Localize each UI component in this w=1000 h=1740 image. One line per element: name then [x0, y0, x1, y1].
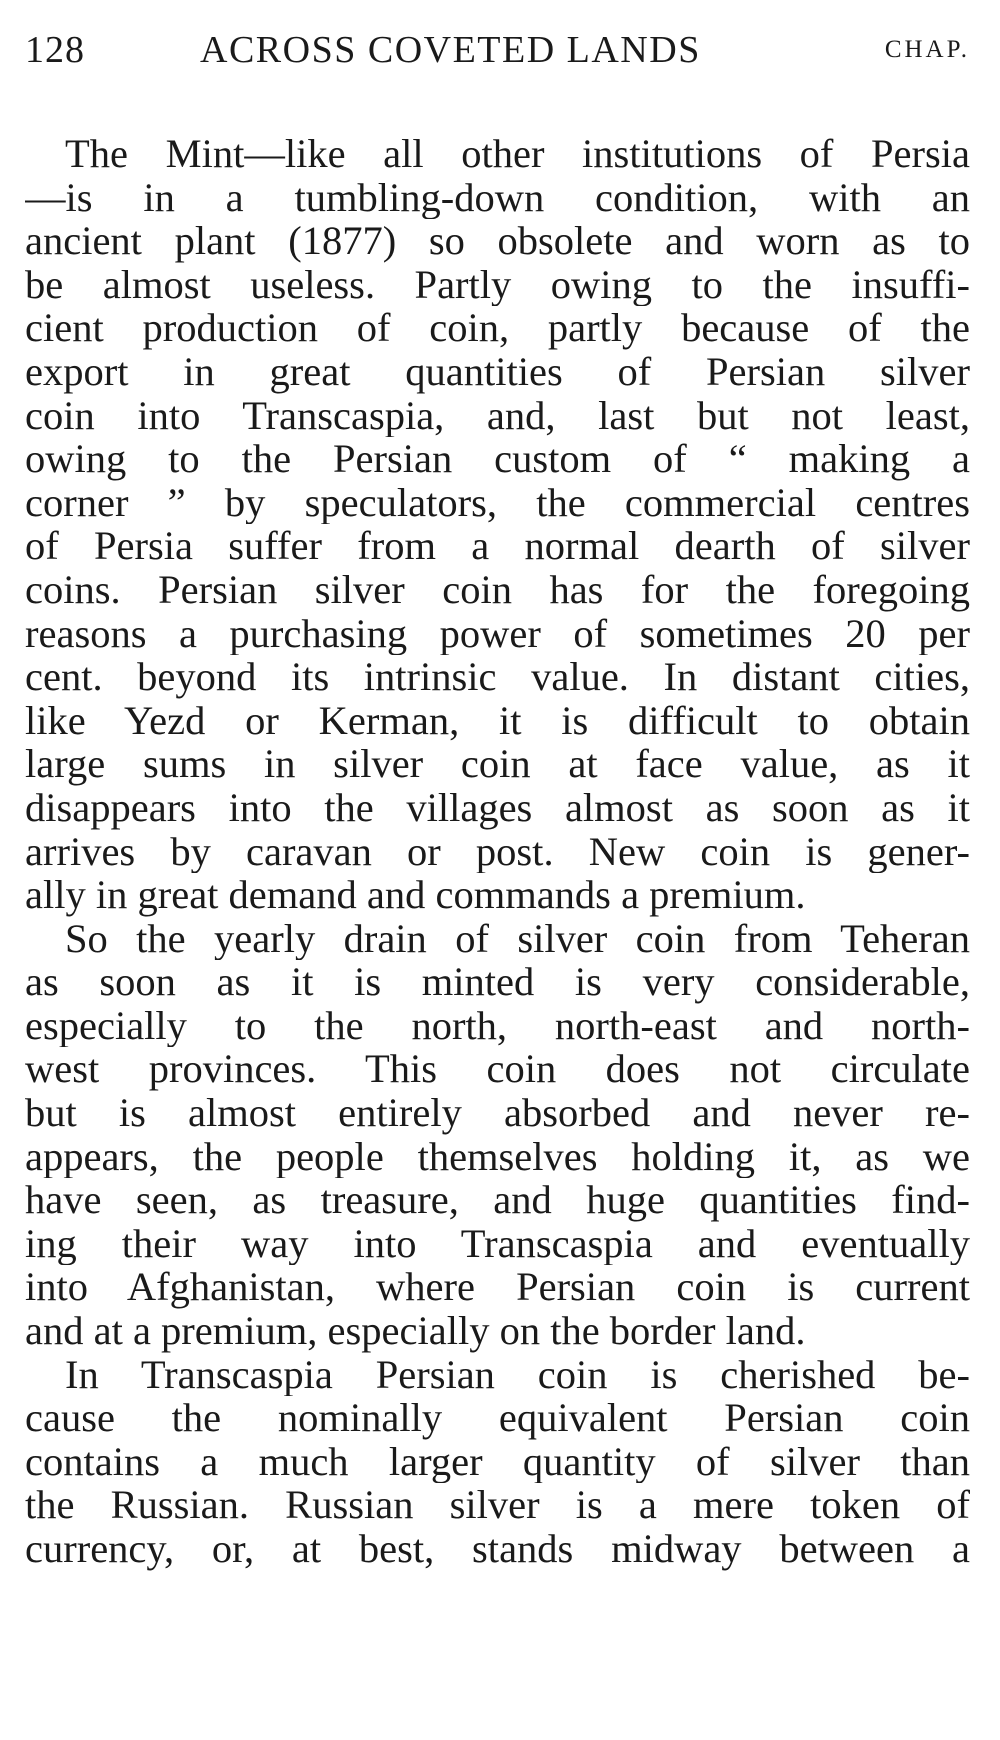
text-line: ancient plant (1877) so obsolete and worn as to — [25, 219, 970, 263]
text-line: coins. Persian silver coin has for the foregoing — [25, 567, 970, 612]
text-line: So the yearly drain of silver coin from Teheran — [65, 916, 970, 961]
text-line: into Afghanistan, where Persian coin is current — [25, 1265, 970, 1310]
text-line: cent. beyond its intrinsic value. In distant cities, — [25, 655, 970, 699]
page-number: 128 — [25, 29, 85, 71]
text-line: large sums in silver coin at face value, as it — [25, 742, 970, 786]
text-line: appears, the people themselves holding it, as we — [25, 1134, 970, 1179]
text-line: In Transcaspia Persian coin is cherished be- — [65, 1352, 970, 1397]
text-line: be almost useless. Partly owing to the insuffi- — [25, 262, 970, 307]
text-line: ing their way into Transcaspia and eventually — [25, 1221, 970, 1266]
text-line: and at a premium, especially on the border land. — [25, 1309, 806, 1353]
text-line: reasons a purchasing power of sometimes 20 per — [25, 611, 970, 656]
text-line: of Persia suffer from a normal dearth of silver — [25, 524, 970, 568]
text-line: especially to the north, north-east and north- — [25, 1003, 970, 1048]
text-line: export in great quantities of Persian silver — [25, 349, 970, 394]
book-page — [25, 20, 970, 1720]
text-line: The Mint—like all other institutions of Persia — [65, 132, 970, 176]
text-line: corner ” by speculators, the commercial centres — [25, 480, 970, 525]
book-title: ACROSS COVETED LANDS — [200, 29, 701, 71]
text-line: coin into Transcaspia, and, last but not least, — [25, 393, 970, 438]
text-line: but is almost entirely absorbed and never re- — [25, 1091, 970, 1135]
chapter-label: CHAP. — [884, 36, 970, 63]
text-line: as soon as it is minted is very considerable, — [25, 960, 970, 1004]
text-line: west provinces. This coin does not circulate — [25, 1047, 970, 1092]
text-line: have seen, as treasure, and huge quantities find- — [25, 1178, 970, 1222]
text-line: cient production of coin, partly because of the — [25, 306, 970, 350]
text-line: disappears into the villages almost as soon as it — [25, 785, 970, 830]
text-line: —is in a tumbling-down condition, with an — [25, 175, 970, 220]
text-line: the Russian. Russian silver is a mere token of — [25, 1483, 970, 1527]
text-line: cause the nominally equivalent Persian coin — [25, 1396, 970, 1440]
text-line: owing to the Persian custom of “ making a — [25, 437, 970, 481]
body-text — [25, 132, 970, 1571]
text-line: currency, or, at best, stands midway between a — [25, 1527, 970, 1571]
text-line: arrives by caravan or post. New coin is gener- — [25, 829, 970, 874]
text-line: ally in great demand and commands a premium. — [25, 873, 806, 917]
text-line: like Yezd or Kerman, it is difficult to obtain — [25, 698, 970, 743]
text-line: contains a much larger quantity of silver than — [25, 1439, 970, 1484]
running-head — [25, 20, 970, 80]
